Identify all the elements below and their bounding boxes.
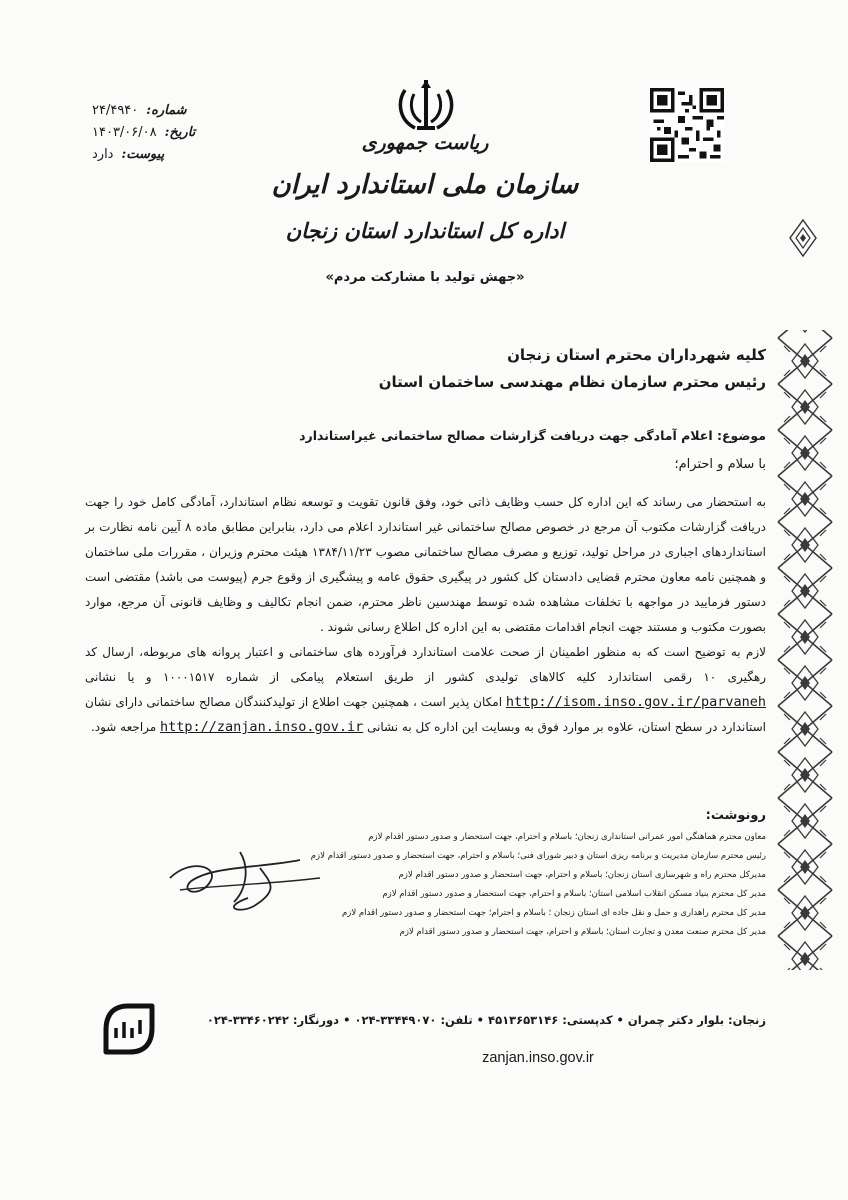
body-paragraph-2-part-2: امکان پذیر است ، همچنین جهت اطلاع از تولیدکنندگان مصالح ساختمانی دارای نشان استاندارد در سطح استان، علاوه بر موارد فوق به وبسایت این اداره کل به نشانی: [85, 695, 766, 734]
addressee-line-1: کلیه شهرداران محترم استان زنجان: [507, 346, 766, 364]
letter-body: [85, 490, 766, 740]
header-organization: سازمان ملی استاندارد ایران: [271, 170, 579, 200]
cc-item: مدیرکل محترم راه و شهرسازی استان زنجان؛ باسلام و احترام، جهت استحضار و صدور دستور اقدام لازم: [398, 870, 766, 880]
cc-item: مدیر کل محترم صنعت معدن و تجارت استان؛ باسلام و احترام، جهت استحضار و صدور دستور اقدام لازم: [399, 927, 766, 937]
qr-code: [650, 88, 724, 162]
isom-link[interactable]: http://isom.inso.gov.ir/parvaneh: [505, 694, 766, 710]
header-department: اداره کل استاندارد استان زنجان: [285, 218, 565, 243]
cc-item: مدیر کل محترم بنیاد مسکن انقلاب اسلامی استان؛ باسلام و احترام، جهت استحضار و صدور دستور اقدام لازم: [382, 889, 766, 899]
number-label: شماره:: [146, 103, 187, 118]
header-slogan: «جهش تولید با مشارکت مردم»: [325, 270, 525, 285]
isiri-logo-icon: [98, 1000, 160, 1060]
border-ornament: [770, 200, 840, 970]
signature: [150, 838, 330, 918]
iran-emblem-icon: [395, 76, 457, 134]
attachment-value: دارد: [92, 147, 114, 162]
footer-address: زنجان: بلوار دکتر چمران • کدپستی: ۴۵۱۳۶۵۳۱۴۶ • تلفن: ۳۳۴۴۹۰۷۰-۰۲۴ • دورنگار: ۳۳۴۶۰۲۴۲-۰۲۴: [206, 1013, 766, 1027]
header-presidency: ریاست جمهوری: [361, 132, 489, 154]
cc-item: مدیر کل محترم راهداری و حمل و نقل جاده ای استان زنجان ؛ باسلام و احترام؛ جهت استحضار و صدور دستور اقدام لازم: [342, 908, 766, 918]
zanjan-link[interactable]: http://zanjan.inso.gov.ir: [160, 719, 364, 735]
date-value: ۱۴۰۳/۰۶/۰۸: [92, 125, 157, 140]
attachment-label: پیوست:: [121, 147, 165, 162]
cc-item: معاون محترم هماهنگی امور عمرانی استانداری زنجان؛ باسلام و احترام، جهت استحضار و صدور دستور اقدام لازم: [368, 832, 766, 842]
website-address[interactable]: zanjan.inso.gov.ir: [482, 1050, 594, 1066]
date-label: تاریخ:: [164, 125, 196, 140]
number-value: ۲۴/۴۹۴۰: [92, 103, 139, 118]
body-paragraph-2-part-3: مراجعه شود.: [90, 720, 157, 734]
body-paragraph-1: به استحضار می رساند که این اداره کل حسب وظایف ذاتی خود، وفق قانون تقویت و توسعه نظام استاندارد، آمادگی کامل خود را جهت دریافت گزارشات مکتوب آن مرجع در خصوص مصالح ساختمانی غیر استاندارد اعلام می دارد، بنابراین مطابق ماده ۸ آیین نامه نظارت بر استانداردهای اجباری در مراحل تولید، توزیع و مصرف مصالح ساختمانی مصوب ۱۳۸۴/۱۱/۲۳ هیئت محترم وزیران ، مقررات ملی ساختمان و همچنین نامه معاون محترم قضایی دادستان کل کشور در پیگیری حقوق عامه و پیشگیری از وقوع جرم (پیوست می باشد) مقتضی است دستور فرمایید در مواجهه با تخلفات مشاهده شده توسط مهندسین ناظر محترم، ضمن انجام تکالیف و وظایف قانونی آن مرجع، موارد بصورت مکتوب و مستند جهت انجام اقدامات مقتضی به این اداره کل اطلاع رسانی شوند .: [85, 495, 767, 634]
cc-item: رئیس محترم سازمان مدیریت و برنامه ریزی استان و دبیر شورای فنی؛ باسلام و احترام، جهت استحضار و صدور دستور اقدام لازم: [310, 851, 766, 861]
letter-subject: موضوع: اعلام آمادگی جهت دریافت گزارشات مصالح ساختمانی غیراستاندارد: [299, 428, 766, 443]
greeting: با سلام و احترام؛: [674, 457, 766, 472]
cc-title: رونوشت:: [705, 808, 766, 823]
body-paragraph-2-part-1: لازم به توضیح است که به منظور اطمینان از صحت علامت استاندارد فرآورده های ساختمانی و اعتبار پروانه های مربوطه، ارسال کد رهگیری ۱۰ رقمی استاندارد کلیه کالاهای تولیدی کشور از طریق استعلام پیامکی از شماره ۱۰۰۰۱۵۱۷ و یا نشانی: [85, 645, 767, 684]
body-paragraph-2: [85, 640, 766, 740]
addressee-line-2: رئیس محترم سازمان نظام مهندسی ساختمان استان: [378, 373, 766, 391]
letter-meta: [92, 100, 262, 166]
